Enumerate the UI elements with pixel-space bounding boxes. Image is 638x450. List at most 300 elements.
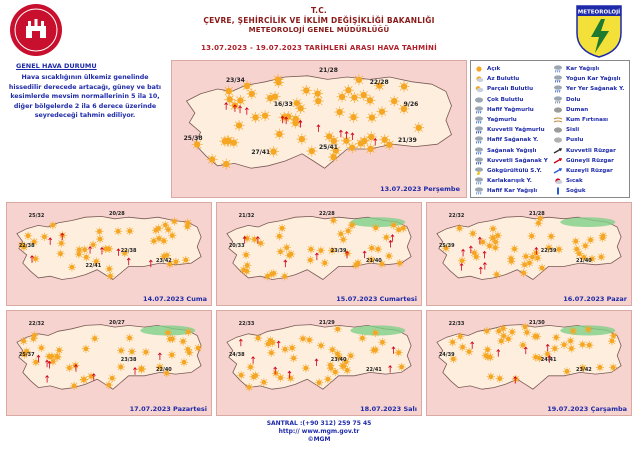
temperature-label: 21/40 bbox=[366, 258, 382, 265]
sun-icon bbox=[581, 242, 589, 250]
sun-icon bbox=[489, 225, 497, 233]
sun-icon bbox=[170, 217, 178, 225]
sun-icon bbox=[179, 337, 187, 345]
sun-icon bbox=[449, 338, 457, 346]
legend-label: Yağmurlu bbox=[487, 117, 517, 124]
sun-icon bbox=[108, 374, 116, 382]
map-date: 18.07.2023 Salı bbox=[360, 405, 417, 413]
temperature-label: 22/40 bbox=[156, 367, 172, 374]
temperature-label: 20/28 bbox=[109, 211, 125, 218]
sun-icon bbox=[491, 244, 499, 252]
turkey-map bbox=[172, 61, 466, 197]
map-date: 14.07.2023 Cuma bbox=[143, 295, 207, 303]
hot-icon bbox=[553, 177, 563, 185]
sun-icon bbox=[469, 229, 477, 237]
light-shower-icon bbox=[474, 136, 484, 144]
temperature-label: 22/28 bbox=[369, 79, 389, 87]
sun-icon bbox=[276, 248, 284, 256]
sun-icon bbox=[372, 224, 380, 232]
sun-icon bbox=[528, 232, 536, 240]
legend-label: Soğuk bbox=[566, 188, 586, 195]
smoke-icon bbox=[553, 106, 563, 114]
temperature-label: 22/41 bbox=[85, 263, 102, 270]
legend-label: Kuvvetli Sağanak Y bbox=[487, 157, 548, 164]
map-panel-day-1 bbox=[171, 60, 467, 198]
temperature-label: 21/28 bbox=[529, 211, 545, 218]
sun-icon bbox=[337, 91, 348, 102]
shower-icon bbox=[474, 147, 484, 155]
legend-label: Gökgürültülü S.Y. bbox=[487, 167, 542, 174]
temperature-label: 16/33 bbox=[273, 101, 293, 108]
temperature-label: 25/37 bbox=[18, 352, 35, 359]
sun-icon bbox=[267, 349, 275, 357]
cloud-icon bbox=[474, 96, 484, 104]
legend-item bbox=[553, 105, 631, 115]
sun-icon bbox=[234, 120, 245, 131]
sun-icon bbox=[117, 347, 125, 355]
legend-label: Kum Fırtınası bbox=[566, 117, 609, 124]
sun-icon bbox=[552, 333, 560, 341]
sun-icon bbox=[250, 235, 258, 243]
legend-label: Sağanak Yağışlı bbox=[487, 147, 537, 154]
sun-icon bbox=[166, 335, 174, 343]
sun-icon bbox=[283, 244, 291, 252]
sun-icon bbox=[485, 242, 493, 250]
sun-icon bbox=[525, 259, 533, 267]
sun-icon bbox=[260, 378, 268, 386]
sun-icon bbox=[560, 341, 568, 349]
sun-icon bbox=[379, 134, 390, 145]
sun-icon bbox=[507, 257, 515, 265]
legend-item bbox=[553, 84, 631, 94]
sun-icon bbox=[138, 365, 146, 373]
page-footer bbox=[0, 420, 638, 444]
sun-icon bbox=[307, 245, 315, 253]
map-date: 16.07.2023 Pazar bbox=[563, 295, 627, 303]
legend-label: Kuzeyli Rüzgar bbox=[566, 167, 613, 174]
sun-icon bbox=[75, 246, 83, 254]
sun-icon bbox=[250, 112, 261, 123]
sun-icon bbox=[126, 227, 134, 235]
legend-label: Puslu bbox=[566, 137, 584, 144]
sun-icon bbox=[55, 346, 63, 354]
sun-icon bbox=[237, 371, 245, 379]
temperature-label: 25/38 bbox=[183, 134, 203, 142]
sun-icon bbox=[65, 364, 73, 372]
sun-icon bbox=[522, 252, 530, 260]
sun-icon bbox=[56, 250, 64, 258]
temperature-label: 25/39 bbox=[438, 243, 455, 250]
sun-icon bbox=[243, 267, 251, 275]
legend-column-left bbox=[474, 64, 552, 196]
legend-item bbox=[553, 135, 631, 145]
sun-icon bbox=[105, 265, 113, 273]
sun-icon bbox=[563, 367, 571, 375]
legend-label: Yer Yer Sağanak Y. bbox=[566, 86, 625, 93]
sun-icon bbox=[296, 134, 307, 145]
sun-icon bbox=[456, 332, 464, 340]
temperature-label: 21/32 bbox=[238, 213, 255, 220]
haze-icon bbox=[553, 136, 563, 144]
south-wind-icon bbox=[553, 157, 563, 165]
sun-icon bbox=[382, 233, 390, 241]
temperature-label: 21/40 bbox=[576, 258, 592, 265]
legend-item bbox=[474, 84, 552, 94]
sun-icon bbox=[531, 332, 539, 340]
footer-phone: SANTRAL :(+90 312) 259 75 45 bbox=[266, 420, 372, 427]
temperature-label: 23/42 bbox=[576, 367, 592, 374]
sun-icon bbox=[465, 348, 473, 356]
temperature-label: 23/42 bbox=[156, 258, 172, 265]
summary-title: GENEL HAVA DURUMU bbox=[16, 62, 97, 70]
sun-icon bbox=[270, 269, 278, 277]
legend-item bbox=[474, 95, 552, 105]
sun-icon bbox=[368, 244, 376, 252]
sun-icon bbox=[573, 245, 581, 253]
sun-icon bbox=[551, 344, 559, 352]
sun-icon bbox=[246, 363, 254, 371]
sun-icon bbox=[348, 112, 359, 123]
sun-icon bbox=[49, 221, 57, 229]
sun-icon bbox=[504, 335, 512, 343]
rain-zone bbox=[560, 217, 615, 227]
sun-icon bbox=[68, 263, 76, 271]
temperature-label: 22/33 bbox=[238, 321, 255, 328]
legend-item bbox=[474, 105, 552, 115]
legend-panel bbox=[470, 60, 630, 198]
sun-icon bbox=[53, 352, 61, 360]
sun-icon bbox=[243, 234, 251, 242]
temperature-label: 25/32 bbox=[28, 213, 45, 220]
temperature-label: 22/32 bbox=[28, 321, 45, 328]
sun-icon bbox=[242, 251, 250, 259]
sun-icon bbox=[538, 264, 546, 272]
sun-icon bbox=[164, 225, 172, 233]
sun-icon bbox=[317, 342, 325, 350]
hail-icon bbox=[553, 96, 563, 104]
sun-icon bbox=[126, 334, 134, 342]
sleet-icon bbox=[474, 177, 484, 185]
sun-icon bbox=[324, 375, 332, 383]
legend-item bbox=[553, 125, 631, 135]
sun-icon bbox=[523, 328, 531, 336]
sun-icon bbox=[599, 232, 607, 240]
sun-icon bbox=[487, 373, 495, 381]
sun-icon bbox=[343, 366, 351, 374]
temperature-label: 23/39 bbox=[330, 248, 347, 255]
sun-icon bbox=[305, 336, 313, 344]
sun-icon bbox=[348, 221, 356, 229]
sun-icon bbox=[95, 227, 103, 235]
sun-icon bbox=[584, 325, 592, 333]
temperature-label: 20/27 bbox=[109, 319, 125, 326]
sun-icon bbox=[194, 344, 202, 352]
temperature-label: 22/33 bbox=[448, 321, 465, 328]
legend-item bbox=[553, 166, 631, 176]
sun-icon bbox=[288, 344, 296, 352]
map-panel-day-6 bbox=[216, 310, 422, 416]
sandstorm-icon bbox=[553, 116, 563, 124]
sun-icon bbox=[352, 261, 360, 269]
sun-icon bbox=[274, 129, 285, 140]
sun-icon bbox=[489, 234, 497, 242]
sun-icon bbox=[413, 122, 424, 133]
sun-icon bbox=[275, 232, 283, 240]
temperature-label: 24/41 bbox=[540, 357, 557, 364]
sun-icon bbox=[354, 74, 365, 85]
sun-icon bbox=[521, 323, 529, 331]
rain-icon bbox=[474, 116, 484, 124]
sun-icon bbox=[223, 86, 234, 97]
sun-icon bbox=[80, 375, 88, 383]
legend-item bbox=[553, 146, 631, 156]
legend-label: Yoğun Kar Yağışlı bbox=[566, 76, 621, 83]
strong-wind-icon bbox=[553, 147, 563, 155]
sun-icon bbox=[207, 154, 218, 165]
sun-icon bbox=[82, 345, 90, 353]
heavy-rain-icon bbox=[474, 126, 484, 134]
sun-icon bbox=[508, 328, 516, 336]
header-date-range: 13.07.2023 - 19.07.2023 TARİHLERİ ARASI HAVA TAHMİNİ bbox=[201, 44, 437, 52]
sun-icon bbox=[164, 329, 172, 337]
sun-icon bbox=[290, 114, 301, 125]
legend-item bbox=[474, 135, 552, 145]
sun-icon bbox=[105, 381, 113, 389]
sun-icon bbox=[254, 334, 262, 342]
temperature-label: 22/28 bbox=[319, 211, 335, 218]
temperature-label: 23/38 bbox=[120, 357, 137, 364]
legend-item bbox=[553, 186, 631, 196]
sun-icon bbox=[91, 334, 99, 342]
sun-icon bbox=[306, 146, 317, 157]
sun-icon bbox=[534, 219, 542, 227]
sun-icon bbox=[347, 352, 355, 360]
sun-icon bbox=[396, 259, 404, 267]
legend-item bbox=[474, 125, 552, 135]
legend-item bbox=[553, 95, 631, 105]
sun-icon bbox=[512, 375, 520, 383]
temperature-label: 20/33 bbox=[228, 243, 245, 250]
sun-icon bbox=[390, 221, 398, 229]
sun-icon bbox=[474, 65, 484, 73]
map-date: 15.07.2023 Cumartesi bbox=[336, 295, 417, 303]
temperature-label: 21/29 bbox=[319, 319, 335, 326]
sun-icon bbox=[317, 246, 325, 254]
header-directorate: METEOROLOJİ GENEL MÜDÜRLÜĞÜ bbox=[248, 26, 390, 34]
sun-icon bbox=[532, 249, 540, 257]
legend-label: Parçalı Bulutlu bbox=[487, 86, 534, 93]
sun-icon bbox=[329, 216, 337, 224]
sun-icon bbox=[365, 143, 376, 154]
legend-label: Güneyli Rüzgar bbox=[566, 157, 614, 164]
sun-icon bbox=[70, 382, 78, 390]
temperature-label: 21/30 bbox=[529, 319, 545, 326]
sun-icon bbox=[20, 337, 28, 345]
sun-icon bbox=[324, 131, 335, 142]
sun-icon bbox=[370, 346, 378, 354]
sun-icon bbox=[299, 335, 307, 343]
sun-icon bbox=[331, 368, 339, 376]
sun-icon bbox=[472, 253, 480, 261]
thunder-icon bbox=[474, 167, 484, 175]
sun-icon bbox=[105, 245, 113, 253]
legend-label: Duman bbox=[566, 106, 589, 113]
temperature-label: 21/28 bbox=[319, 67, 338, 75]
sun-icon bbox=[496, 374, 504, 382]
temperature-label: 22/41 bbox=[366, 367, 382, 374]
sun-icon bbox=[312, 88, 323, 99]
legend-item bbox=[474, 156, 552, 166]
sun-icon bbox=[30, 331, 38, 339]
sun-icon bbox=[185, 349, 193, 357]
temperature-label: 27/41 bbox=[251, 149, 271, 156]
legend-label: Çok Bulutlu bbox=[487, 96, 524, 103]
sun-icon bbox=[313, 96, 324, 107]
sun-icon bbox=[395, 349, 403, 357]
sun-icon bbox=[385, 252, 393, 260]
sun-icon bbox=[572, 237, 580, 245]
sun-cloud-icon bbox=[474, 75, 484, 83]
sun-icon bbox=[295, 103, 306, 114]
sun-icon bbox=[455, 224, 463, 232]
sun-icon bbox=[520, 269, 528, 277]
sun-icon bbox=[483, 346, 491, 354]
sun-icon bbox=[182, 256, 190, 264]
legend-item bbox=[553, 156, 631, 166]
sun-icon bbox=[252, 371, 260, 379]
sun-icon bbox=[578, 340, 586, 348]
legend-item bbox=[553, 176, 631, 186]
meteorology-logo bbox=[574, 3, 624, 59]
sun-icon bbox=[245, 383, 253, 391]
temperature-label: 24/38 bbox=[228, 352, 245, 359]
sun-icon bbox=[608, 337, 616, 345]
sun-icon bbox=[184, 328, 192, 336]
fog-icon bbox=[553, 126, 563, 134]
snow-icon bbox=[553, 65, 563, 73]
sun-icon bbox=[222, 136, 233, 147]
page-header bbox=[0, 0, 638, 58]
legend-label: Kuvvetli Rüzgar bbox=[566, 147, 616, 154]
sun-icon bbox=[389, 96, 400, 107]
legend-item bbox=[474, 115, 552, 125]
north-wind-icon bbox=[553, 167, 563, 175]
partly-cloudy-icon bbox=[474, 85, 484, 93]
sun-icon bbox=[183, 223, 191, 231]
sun-icon bbox=[566, 337, 574, 345]
sun-icon bbox=[597, 253, 605, 261]
legend-column-right bbox=[553, 64, 631, 196]
sun-icon bbox=[290, 354, 298, 362]
sun-icon bbox=[287, 374, 295, 382]
sun-icon bbox=[31, 255, 39, 263]
sun-icon bbox=[278, 224, 286, 232]
sun-icon bbox=[339, 235, 347, 243]
sun-icon bbox=[328, 346, 336, 354]
sun-icon bbox=[586, 236, 594, 244]
sun-icon bbox=[371, 329, 379, 337]
footer-copyright: ©MGM bbox=[307, 436, 331, 443]
temperature-label: 25/41 bbox=[319, 144, 338, 152]
meteorology-logo-text: METEOROLOJİ bbox=[577, 9, 621, 16]
sun-icon bbox=[142, 348, 150, 356]
heavy-shower-icon bbox=[474, 157, 484, 165]
sun-icon bbox=[334, 325, 342, 333]
sun-icon bbox=[306, 256, 314, 264]
sun-icon bbox=[168, 231, 176, 239]
sun-icon bbox=[315, 379, 323, 387]
sun-icon bbox=[287, 250, 295, 258]
temperature-label: 22/38 bbox=[18, 243, 35, 250]
legend-item bbox=[474, 176, 552, 186]
legend-item bbox=[474, 64, 552, 74]
sun-icon bbox=[367, 112, 378, 123]
sun-icon bbox=[283, 111, 294, 122]
sun-icon bbox=[37, 344, 45, 352]
sun-icon bbox=[497, 337, 505, 345]
sun-icon bbox=[273, 77, 284, 88]
sun-icon bbox=[334, 107, 345, 118]
legend-label: Hafif Sağanak Y. bbox=[487, 137, 539, 144]
sun-icon bbox=[359, 135, 370, 146]
map-date: 19.07.2023 Çarşamba bbox=[547, 405, 627, 413]
sun-icon bbox=[547, 232, 555, 240]
sun-icon bbox=[493, 270, 501, 278]
sun-icon bbox=[596, 363, 604, 371]
sun-icon bbox=[609, 363, 617, 371]
local-shower-icon bbox=[553, 85, 563, 93]
sun-icon bbox=[40, 233, 48, 241]
legend-label: Kar Yağışlı bbox=[566, 66, 600, 73]
sun-icon bbox=[499, 324, 507, 332]
cold-icon bbox=[553, 187, 563, 195]
footer-url[interactable]: http:// www.mgm.gov.tr bbox=[278, 428, 360, 435]
sun-icon bbox=[128, 348, 136, 356]
legend-label: Açık bbox=[487, 66, 501, 73]
sun-icon bbox=[399, 81, 410, 92]
sun-icon bbox=[358, 90, 369, 101]
sun-icon bbox=[82, 253, 90, 261]
legend-item bbox=[553, 74, 631, 84]
temperature-label: 23/34 bbox=[225, 77, 245, 84]
sun-icon bbox=[374, 245, 382, 253]
legend-label: Kuvvetli Yağmurlu bbox=[487, 127, 545, 134]
sun-icon bbox=[349, 92, 360, 103]
legend-label: Sisli bbox=[566, 127, 580, 134]
sun-icon bbox=[106, 272, 114, 280]
sun-icon bbox=[347, 142, 358, 153]
sun-icon bbox=[567, 344, 575, 352]
sun-icon bbox=[180, 358, 188, 366]
sun-icon bbox=[328, 152, 339, 163]
sun-icon bbox=[378, 338, 386, 346]
legend-item bbox=[474, 74, 552, 84]
header-line-1: T.C. bbox=[311, 6, 327, 15]
legend-item bbox=[553, 64, 631, 74]
sun-icon bbox=[301, 85, 312, 96]
temperature-label: 23/40 bbox=[330, 357, 347, 364]
temperature-label: 22/39 bbox=[540, 248, 557, 255]
heavy-snow-icon bbox=[553, 75, 563, 83]
summary-text: Hava sıcaklığının ülkemiz genelinde hissedilir derecede artacağı, güney ve batı kesimlerde mevsim normallerinin 5 ila 10, diğer bölgelerde 2 ila 6 derece üzerinde seyredeceği tahmin ediliyor. bbox=[8, 74, 162, 120]
sun-icon bbox=[221, 159, 232, 170]
sun-icon bbox=[49, 357, 57, 365]
legend-label: Az Bulutlu bbox=[487, 76, 520, 83]
sun-icon bbox=[483, 327, 491, 335]
legend-item bbox=[553, 115, 631, 125]
sun-icon bbox=[281, 345, 289, 353]
sun-icon bbox=[609, 332, 617, 340]
